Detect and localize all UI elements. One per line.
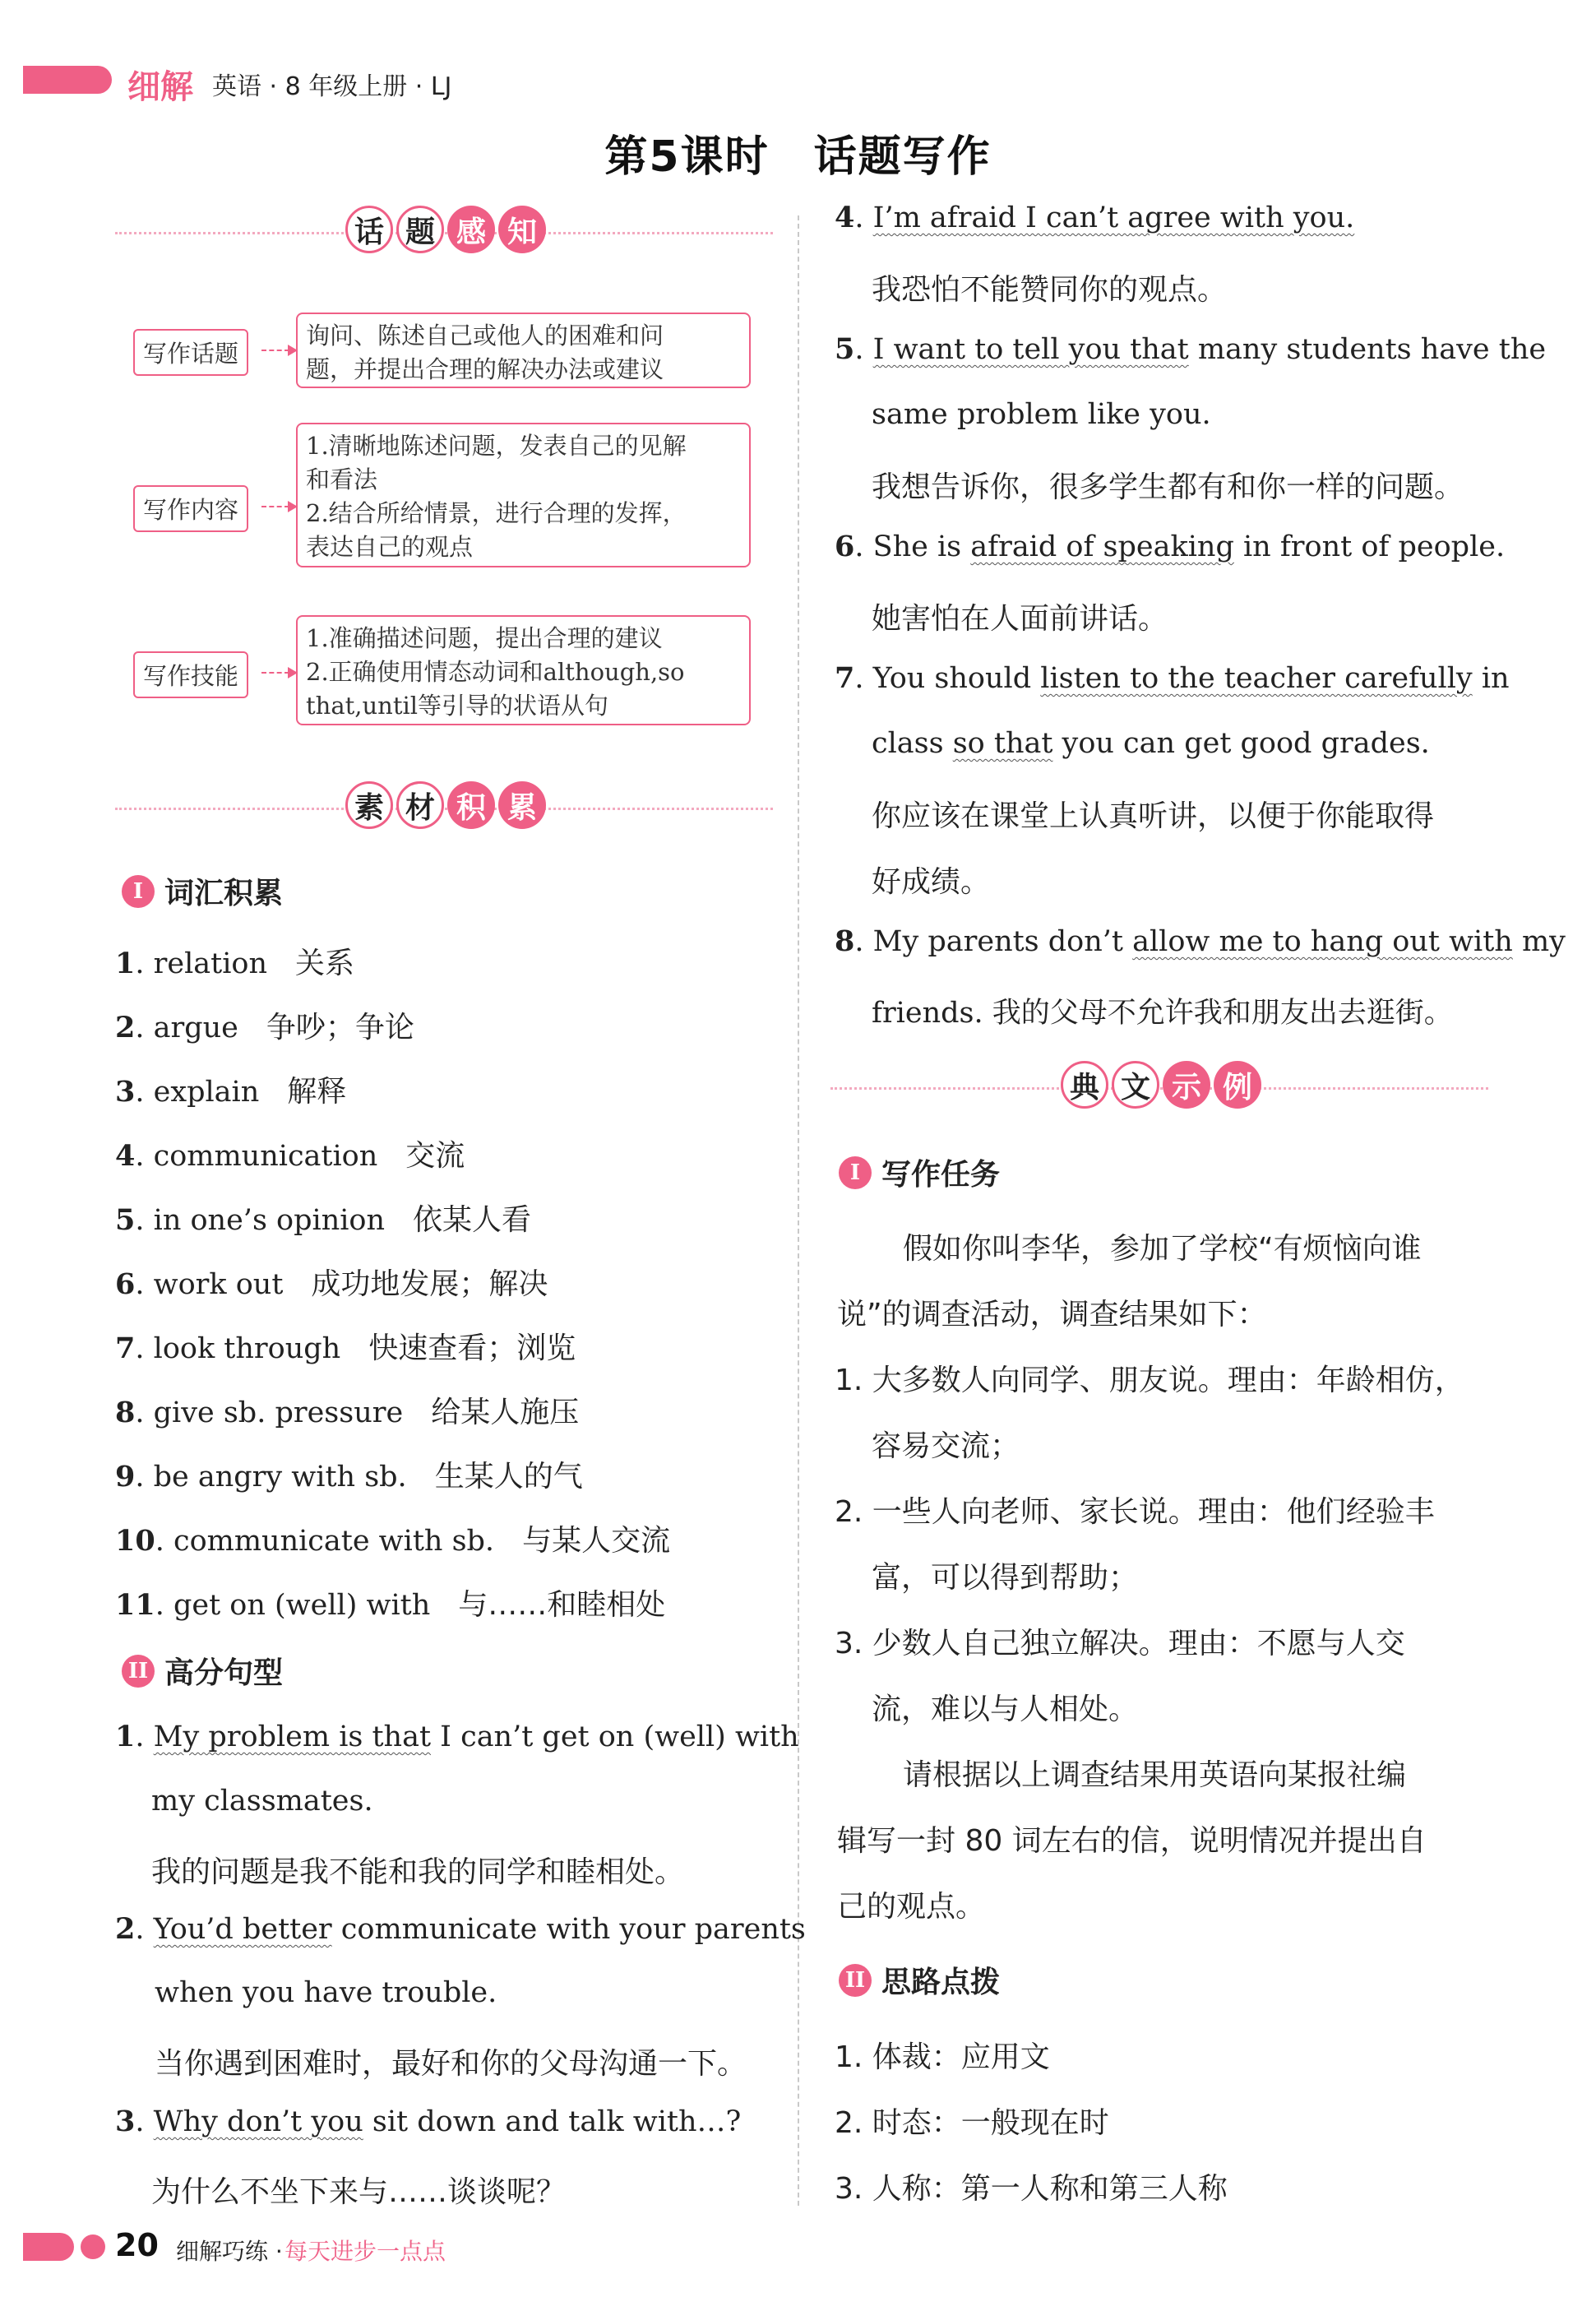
task-subheader: I 写作任务 bbox=[839, 1151, 1000, 1193]
sentence-6: 6. She is afraid of speaking in front of people. bbox=[835, 530, 1506, 563]
sentence-8: 8. My parents don’t allow me to hang out with my bbox=[835, 924, 1566, 958]
arrow-icon bbox=[261, 350, 289, 351]
sentence-4: 4. I’m afraid I can’t agree with you. bbox=[835, 201, 1355, 234]
sentence-1: 1. My problem is that I can’t get on (well) with bbox=[115, 1720, 799, 1753]
writing-topic-label: 写作话题 bbox=[133, 329, 248, 376]
writing-skill-label: 写作技能 bbox=[133, 651, 248, 698]
sentence-3-translation: 为什么不坐下来与……谈谈呢？ bbox=[151, 2175, 567, 2209]
writing-skill-box: 1.准确描述问题，提出合理的建议 2.正确使用情态动词和although,so that,until等引导的状语从句 bbox=[296, 615, 751, 725]
task-result-3: 3. 少数人自己独立解决。理由：不愿与人交 bbox=[835, 1627, 1405, 1660]
vocab-item: 5. in one’s opinion 依某人看 bbox=[115, 1203, 532, 1237]
writing-content-label: 写作内容 bbox=[133, 485, 248, 532]
sentence-5-translation: 我想告诉你，很多学生都有和你一样的问题。 bbox=[872, 470, 1464, 504]
arrow-icon bbox=[261, 506, 289, 507]
writing-content-box: 1.清晰地陈述问题，发表自己的见解 和看法 2.结合所给情景，进行合理的发挥， 表达自己的观点 bbox=[296, 423, 751, 567]
writing-topic-box: 询问、陈述自己或他人的困难和问 题，并提出合理的解决办法或建议 bbox=[296, 313, 751, 388]
sentence-6-translation: 她害怕在人面前讲话。 bbox=[872, 602, 1168, 636]
header-brand: 细解 bbox=[127, 68, 193, 106]
sentence-7-translation-cont: 好成绩。 bbox=[872, 865, 991, 899]
task-result-3-cont: 流，难以与人相处。 bbox=[872, 1693, 1139, 1726]
arrow-icon bbox=[261, 672, 289, 674]
vocab-item: 8. give sb. pressure 给某人施压 bbox=[115, 1396, 580, 1429]
sentence-5: 5. I want to tell you that many students have the bbox=[835, 332, 1547, 366]
vocab-item: 4. communication 交流 bbox=[115, 1139, 465, 1173]
task-result-1-cont: 容易交流； bbox=[872, 1429, 1020, 1463]
task-requirement-end: 己的观点。 bbox=[837, 1890, 986, 1924]
sentences-subheader: II 高分句型 bbox=[122, 1650, 283, 1692]
footer-accent-bar bbox=[23, 2233, 74, 2261]
vocab-subheader: I 词汇积累 bbox=[122, 870, 283, 912]
sentence-7: 7. You should listen to the teacher carefully in bbox=[835, 661, 1510, 695]
task-intro: 假如你叫李华，参加了学校“有烦恼向谁 bbox=[903, 1232, 1422, 1266]
sentence-7-translation: 你应该在课堂上认真听讲，以便于你能取得 bbox=[872, 799, 1435, 833]
task-requirement-cont: 辑写一封 80 词左右的信，说明情况并提出自 bbox=[837, 1824, 1427, 1858]
column-divider bbox=[798, 215, 799, 2206]
vocab-item: 3. explain 解释 bbox=[115, 1075, 347, 1109]
task-intro-cont: 说”的调查活动，调查结果如下： bbox=[837, 1298, 1267, 1331]
tip-item: 1. 体裁：应用文 bbox=[835, 2040, 1050, 2074]
vocab-item: 7. look through 快速查看；浏览 bbox=[115, 1331, 576, 1365]
model-section-badge: 典 文 示 例 bbox=[1061, 1061, 1265, 1109]
vocab-item: 2. argue 争吵；争论 bbox=[115, 1011, 414, 1044]
page-title: 第5课时 话题写作 bbox=[604, 132, 992, 182]
material-section-badge: 素 材 积 累 bbox=[345, 781, 549, 829]
vocab-item: 10. communicate with sb. 与某人交流 bbox=[115, 1524, 671, 1558]
sentence-5-cont: same problem like you. bbox=[872, 398, 1211, 431]
vocab-item: 9. be angry with sb. 生某人的气 bbox=[115, 1460, 583, 1494]
header-accent-bar bbox=[23, 66, 112, 94]
sentence-8-cont: friends. 我的父母不允许我和朋友出去逛街。 bbox=[872, 997, 1453, 1030]
task-result-1: 1. 大多数人向同学、朋友说。理由：年龄相仿， bbox=[835, 1364, 1464, 1397]
header-book-title: 英语 · 8 年级上册 · LJ bbox=[212, 72, 452, 101]
sentence-2-cont: when you have trouble. bbox=[155, 1976, 497, 2009]
page-number: 20 bbox=[115, 2227, 159, 2263]
task-requirement: 请根据以上调查结果用英语向某报社编 bbox=[903, 1758, 1407, 1792]
sentence-2: 2. You’d better communicate with your parents bbox=[115, 1912, 806, 1946]
task-result-2: 2. 一些人向老师、家长说。理由：他们经验丰 bbox=[835, 1495, 1435, 1529]
sentence-2-translation: 当你遇到困难时，最好和你的父母沟通一下。 bbox=[155, 2047, 747, 2081]
footer-slogan: 每天进步一点点 bbox=[285, 2238, 446, 2265]
task-result-2-cont: 富，可以得到帮助； bbox=[872, 1561, 1139, 1595]
sentence-4-translation: 我恐怕不能赞同你的观点。 bbox=[872, 273, 1228, 307]
tips-subheader: II 思路点拨 bbox=[839, 1959, 1000, 2001]
footer-series: 细解巧练 · bbox=[176, 2238, 283, 2265]
vocab-item: 6. work out 成功地发展；解决 bbox=[115, 1267, 548, 1301]
sentence-1-translation: 我的问题是我不能和我的同学和睦相处。 bbox=[151, 1855, 685, 1889]
tip-item: 3. 人称：第一人称和第三人称 bbox=[835, 2172, 1228, 2206]
topic-section-badge: 话 题 感 知 bbox=[345, 206, 549, 253]
sentence-1-cont: my classmates. bbox=[151, 1785, 373, 1818]
footer-dot bbox=[81, 2234, 105, 2259]
tip-item: 2. 时态：一般现在时 bbox=[835, 2106, 1109, 2140]
sentence-3: 3. Why don’t you sit down and talk with…? bbox=[115, 2105, 742, 2138]
vocab-item: 11. get on (well) with 与……和睦相处 bbox=[115, 1588, 666, 1622]
vocab-item: 1. relation 关系 bbox=[115, 947, 355, 980]
sentence-7-cont: class so that you can get good grades. bbox=[872, 727, 1430, 760]
